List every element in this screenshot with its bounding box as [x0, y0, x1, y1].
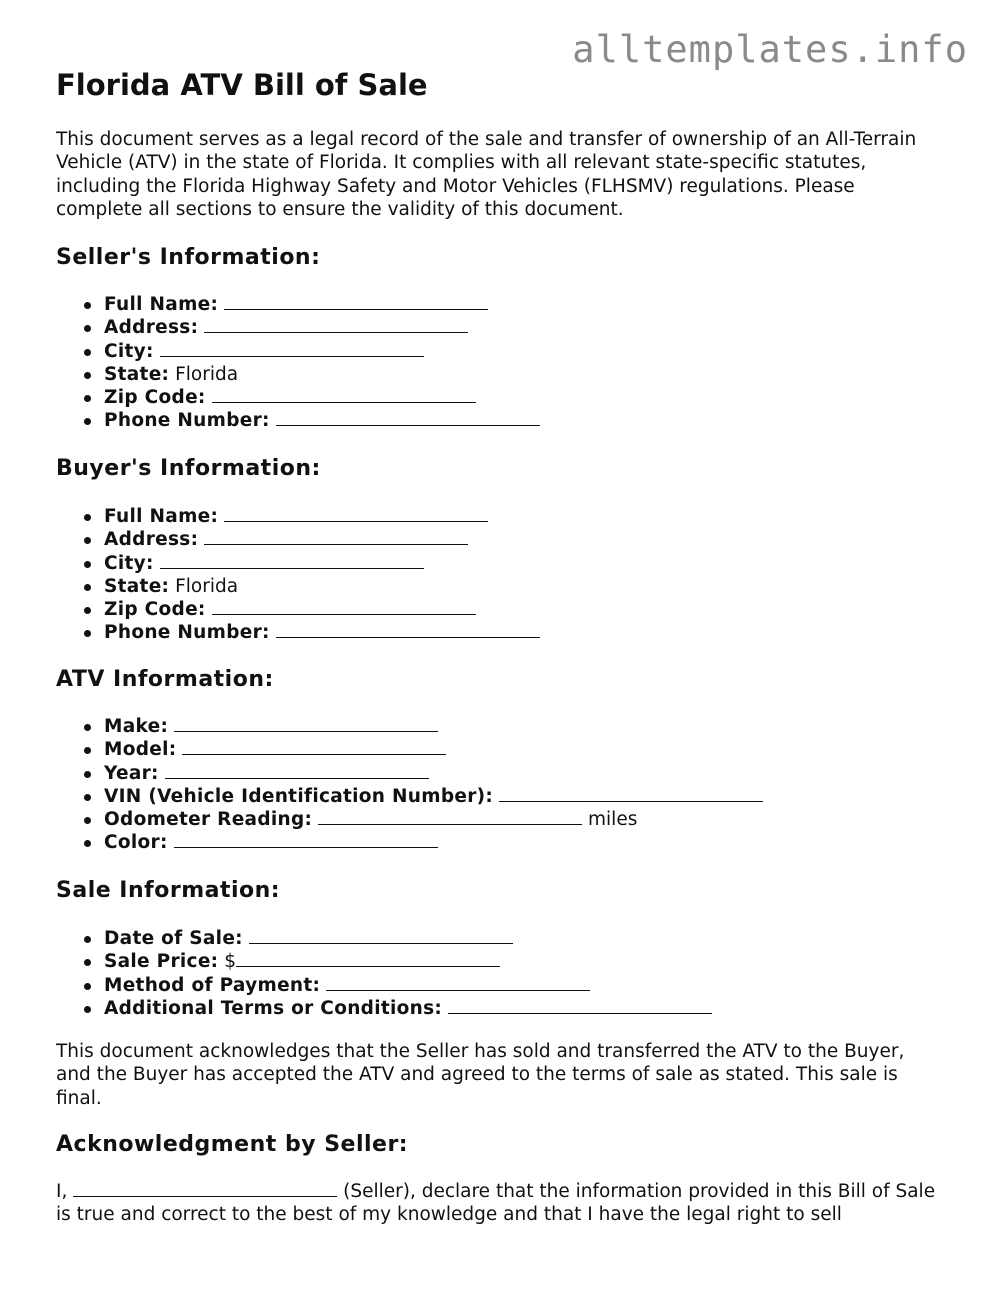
field-label: Additional Terms or Conditions:: [104, 997, 443, 1019]
sale-payment-field[interactable]: [326, 974, 590, 991]
atv-make-item: [56, 715, 763, 738]
buyer-zip-field[interactable]: [212, 598, 476, 615]
buyer-fields: [56, 505, 540, 645]
field-label: Full Name:: [104, 294, 219, 315]
odometer-unit: miles: [588, 809, 638, 831]
atv-color-field[interactable]: [174, 831, 438, 848]
seller-address-item: [56, 316, 540, 339]
field-label: Phone Number:: [104, 622, 270, 644]
seller-zip-field[interactable]: [212, 386, 476, 403]
sale-payment-item: [56, 974, 712, 997]
atv-make-field[interactable]: [174, 715, 438, 732]
field-label: Color:: [104, 832, 168, 854]
field-label: Model:: [104, 739, 177, 761]
buyer-address-item: [56, 528, 540, 551]
sale-price-field[interactable]: [236, 950, 500, 967]
buyer-city-field[interactable]: [160, 552, 424, 569]
buyer-zip-item: [56, 598, 540, 621]
watermark-text: alltemplates.info: [572, 28, 968, 71]
field-label: City:: [104, 340, 154, 362]
sale-terms-field[interactable]: [448, 997, 712, 1014]
sale-fields: [56, 927, 712, 1020]
atv-odometer-item: [56, 808, 763, 831]
buyer-phone-field[interactable]: [276, 621, 540, 638]
seller-ack-name-field[interactable]: [73, 1180, 337, 1197]
sale-terms-item: [56, 997, 712, 1020]
seller-city-item: [56, 340, 540, 363]
seller-phone-item: [56, 409, 540, 432]
atv-year-item: [56, 762, 763, 785]
seller-ack-text: (Seller), declare that the information provided in this Bill of Sale is true and correct to the best of my knowledge and that I have the legal right to sell: [56, 1181, 936, 1226]
field-label: State:: [104, 575, 170, 597]
sale-date-item: [56, 927, 712, 950]
acknowledgment-paragraph: This document acknowledges that the Seller has sold and transferred the ATV to the Buyer, and the Buyer has accepted the ATV and agreed to the terms of sale as stated. This sale is final.: [56, 1041, 905, 1109]
buyer-city-item: [56, 552, 540, 575]
atv-odometer-field[interactable]: [318, 808, 582, 825]
atv-model-item: [56, 738, 763, 761]
atv-model-field[interactable]: [182, 738, 446, 755]
buyer-phone-item: [56, 621, 540, 644]
sale-heading: Sale Information:: [56, 878, 281, 903]
intro-paragraph: This document serves as a legal record of the sale and transfer of ownership of an All-Terrain Vehicle (ATV) in the state of Florida. It complies with all relevant state-specific statutes, including the Florida Highway Safety and Motor Vehicles (FLHSMV) regulations. Please complete all sections to ensure the validity of this document.: [56, 129, 917, 220]
sale-date-field[interactable]: [249, 927, 513, 944]
field-label: Phone Number:: [104, 410, 270, 432]
atv-vin-item: [56, 785, 763, 808]
seller-city-field[interactable]: [160, 340, 424, 357]
buyer-heading: Buyer's Information:: [56, 456, 321, 481]
seller-state-item: [56, 363, 540, 386]
field-label: Full Name:: [104, 506, 219, 527]
seller-address-field[interactable]: [204, 316, 468, 333]
field-label: Address:: [104, 317, 199, 339]
seller-full-name-item: [56, 293, 540, 316]
seller-ack-prefix: I,: [56, 1181, 68, 1202]
atv-vin-field[interactable]: [499, 785, 763, 802]
document-title: Florida ATV Bill of Sale: [56, 68, 428, 102]
seller-state-value: Florida: [175, 363, 239, 385]
field-label: Make:: [104, 716, 169, 737]
field-label: Sale Price:: [104, 951, 219, 973]
seller-zip-item: [56, 386, 540, 409]
seller-ack-paragraph: [56, 1180, 936, 1227]
field-label: Date of Sale:: [104, 928, 243, 949]
atv-heading: ATV Information:: [56, 667, 274, 692]
seller-full-name-field[interactable]: [224, 293, 488, 310]
field-label: City:: [104, 552, 154, 574]
field-label: Address:: [104, 529, 199, 551]
atv-year-field[interactable]: [165, 762, 429, 779]
field-label: Zip Code:: [104, 387, 206, 409]
atv-fields: [56, 715, 763, 855]
buyer-state-item: [56, 575, 540, 598]
seller-fields: [56, 293, 540, 433]
atv-color-item: [56, 831, 763, 854]
field-label: Year:: [104, 762, 159, 784]
buyer-full-name-item: [56, 505, 540, 528]
sale-price-item: [56, 950, 712, 973]
field-label: Method of Payment:: [104, 974, 321, 996]
field-label: State:: [104, 363, 170, 385]
buyer-state-value: Florida: [175, 575, 239, 597]
buyer-address-field[interactable]: [204, 528, 468, 545]
seller-heading: Seller's Information:: [56, 245, 321, 270]
currency-symbol: $: [224, 951, 237, 973]
field-label: Zip Code:: [104, 599, 206, 621]
field-label: Odometer Reading:: [104, 809, 313, 831]
seller-phone-field[interactable]: [276, 409, 540, 426]
seller-ack-heading: Acknowledgment by Seller:: [56, 1132, 409, 1157]
buyer-full-name-field[interactable]: [224, 505, 488, 522]
field-label: VIN (Vehicle Identification Number):: [104, 785, 494, 807]
